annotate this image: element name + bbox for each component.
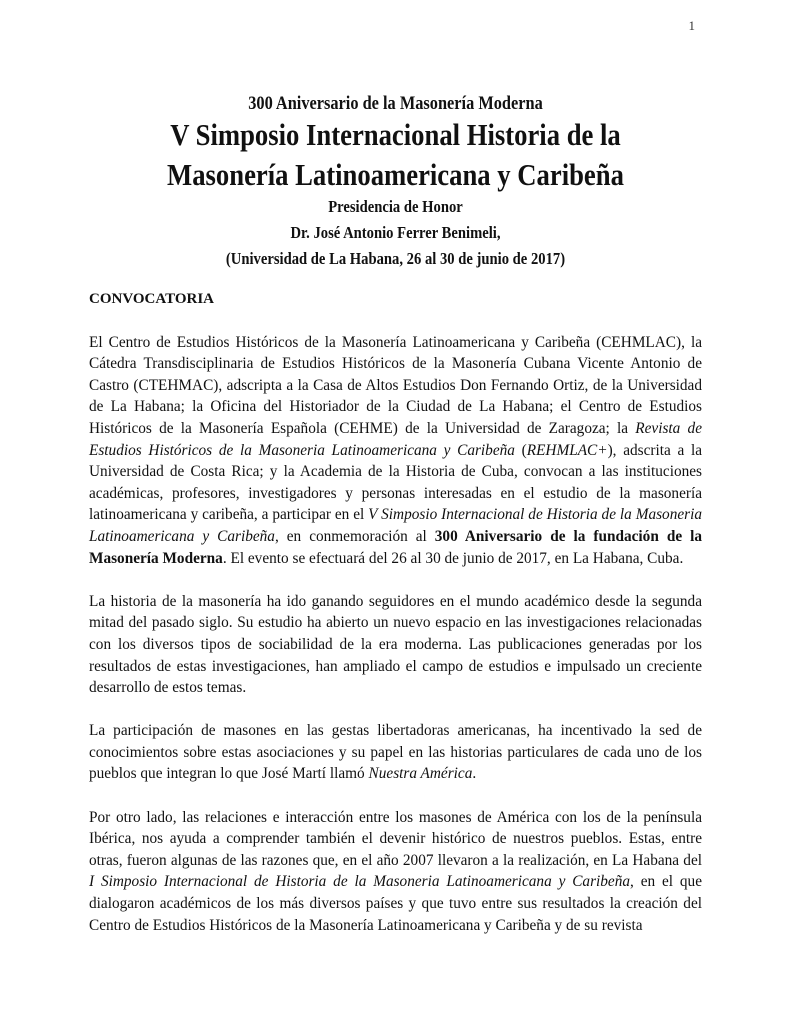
text-run: Por otro lado, las relaciones e interacción entre los masones de América con los de la península Ibérica, nos ayuda a comprender también el devenir histórico de nuestros pueblos. Estas, entre otras, fueron algunas de las razones que, en el año 2007 llevaron a la realización, en La Habana del: [89, 808, 702, 869]
section-title: CONVOCATORIA: [89, 291, 214, 307]
document-header: [0, 93, 791, 272]
paragraph-1: [89, 332, 702, 570]
text-run: La participación de masones en las gestas libertadoras americanas, ha incentivado la sed de conocimientos sobre estas asociaciones y su papel en las historias particulares de cada uno de los pueblos que integran lo que José Martí llamó: [89, 722, 702, 783]
header-subtitle: 300 Aniversario de la Masonería Moderna: [248, 93, 543, 114]
text-run: (: [514, 441, 527, 459]
journal-title: Revista de Estudios Históricos de la Masoneria Latinoamericana y Caribeña: [89, 419, 702, 459]
venue-dates: (Universidad de La Habana, 26 al 30 de junio de 2017): [225, 249, 566, 268]
journal-acronym: REHMLAC+: [526, 441, 608, 459]
paragraph-4: [89, 807, 702, 937]
header-title-line1: V Simposio Internacional Historia de la: [170, 117, 621, 152]
header-title-line2: Masonería Latinoamericana y Caribeña: [167, 157, 624, 192]
text-run: . El evento se efectuará del 26 al 30 de junio de 2017, en La Habana, Cuba.: [222, 549, 684, 567]
page-number: 1: [688, 18, 695, 33]
honor-label: Presidencia de Honor: [328, 197, 463, 216]
anniversary-highlight: 300 Aniversario de la fundación de la Masonería Moderna: [89, 527, 703, 567]
nuestra-america: Nuestra América: [368, 765, 473, 783]
paragraph-2: La historia de la masonería ha ido ganando seguidores en el mundo académico desde la segunda mitad del pasado siglo. Su estudio ha abierto un nuevo espacio en las investigaciones relacionadas con los diversos tipos de sociabilidad de la era moderna. Las publicaciones generadas por los resultados de estas investigaciones, han ampliado el campo de estudios e impulsado un creciente desarrollo de estos temas.: [89, 592, 702, 697]
first-symposium-title: I Simposio Internacional de Historia de la Masoneria Latinoamericana y Caribeña: [89, 873, 631, 891]
text-run: .: [472, 765, 477, 783]
text-run: , en conmemoración al: [274, 527, 435, 545]
text-run: , en el que dialogaron académicos de los más diversos países y que tuvo entre sus resultados la creación del Centro de Estudios Históricos de la Masonería Latinoamericana y Caribeña y de su revista: [89, 873, 702, 934]
text-run: El Centro de Estudios Históricos de la Masonería Latinoamericana y Caribeña (CEHMLAC), la Cátedra Transdisciplinaria de Estudios Históricos de la Masonería Cubana Vicente Antonio de Castro (CTEHMAC), adscripta a la Casa de Altos Estudios Don Fernando Ortiz, de la Universidad de La Habana; la Oficina del Historiador de la Ciudad de La Habana; el Centro de Estudios Históricos de la Masonería Española (CEHME) de la Universidad de Zaragoza; la: [89, 333, 702, 437]
text-run: ), adscrita a la Universidad de Costa Rica; y la Academia de la Historia de Cuba, convocan a las instituciones académicas, profesores, investigadores y personas interesadas en el estudio de la masonería latinoamericana y caribeña, a participar en el: [89, 441, 702, 524]
honor-name: Dr. José Antonio Ferrer Benimeli,: [290, 223, 501, 242]
symposium-title: V Simposio Internacional de Historia de la Masoneria Latinoamericana y Caribeña: [89, 506, 702, 545]
document-body: [89, 289, 702, 958]
paragraph-3: [89, 720, 702, 785]
